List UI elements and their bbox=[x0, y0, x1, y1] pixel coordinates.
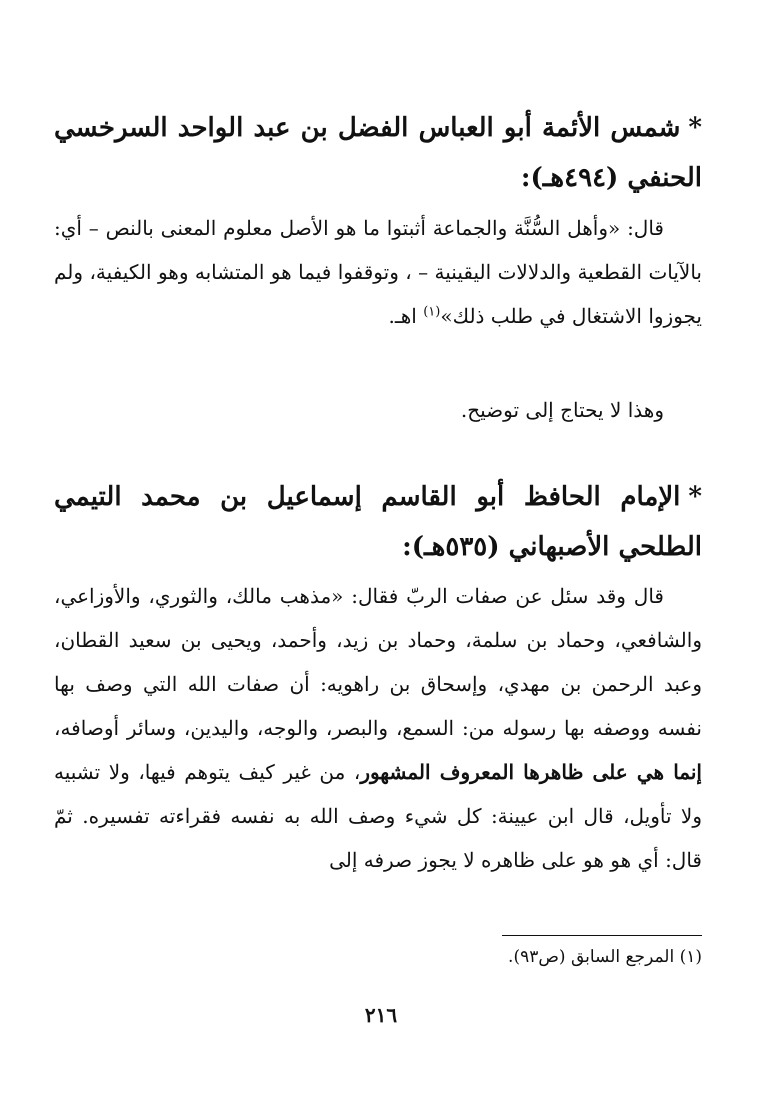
footnote-text: (١) المرجع السابق (ص٩٣). bbox=[508, 947, 702, 967]
quote-paragraph-asbahani bbox=[54, 574, 702, 882]
asterisk-marker: * bbox=[688, 113, 702, 143]
footnote-divider bbox=[502, 935, 702, 936]
footnote-reference: (١) bbox=[423, 304, 441, 320]
quote-ending: اهـ. bbox=[388, 304, 424, 328]
heading-text: الإمام الحافظ أبو القاسم إسماعيل بن محمد التيمي الطلحي الأصبهاني (٥٣٥هـ): bbox=[54, 482, 702, 562]
emphasized-text: إنما هي على ظاهرها المعروف المشهور bbox=[360, 760, 702, 784]
quote-paragraph-sarakhsi bbox=[54, 206, 702, 338]
footnote bbox=[54, 940, 702, 974]
commentary-text: وهذا لا يحتاج إلى توضيح. bbox=[460, 398, 664, 422]
quote-text-part2: ، من غير كيف يتوهم فيها، ولا تشبيه ولا تأويل، قال ابن عيينة: كل شيء وصف الله به نفسه فقراءته تفسيره. ثمّ قال: أي هو هو على ظاهره لا يجوز صرفه إلى bbox=[54, 760, 702, 872]
quote-text-part1: قال وقد سئل عن صفات الربّ فقال: «مذهب مالك، والثوري، والأوزاعي، والشافعي، وحماد بن سلمة، وحماد بن زيد، وأحمد، ويحيى بن سعيد القطان، وعبد الرحمن بن مهدي، وإسحاق بن راهويه: أن صفات الله التي وصف بها نفسه ووصفه بها رسوله من: السمع، والبصر، والوجه، واليدين، وسائر أوصافه، bbox=[54, 584, 702, 740]
asterisk-marker: * bbox=[688, 482, 702, 512]
quote-text: قال: «وأهل السُّنَّة والجماعة أثبتوا ما هو الأصل معلوم المعنى بالنص – أي: بالآيات القطعية والدلالات اليقينية – ، وتوقفوا فيما هو المتشابه وهو الكيفية، ولم يجوزوا الاشتغال في طلب ذلك» bbox=[54, 216, 702, 328]
commentary-paragraph bbox=[54, 388, 702, 432]
page-number: ٢١٦ bbox=[364, 1003, 398, 1027]
heading-text: شمس الأئمة أبو العباس الفضل بن عبد الواحد السرخسي الحنفي (٤٩٤هـ): bbox=[54, 113, 702, 193]
section-heading-sarakhsi bbox=[54, 103, 702, 203]
section-heading-asbahani bbox=[54, 472, 702, 572]
